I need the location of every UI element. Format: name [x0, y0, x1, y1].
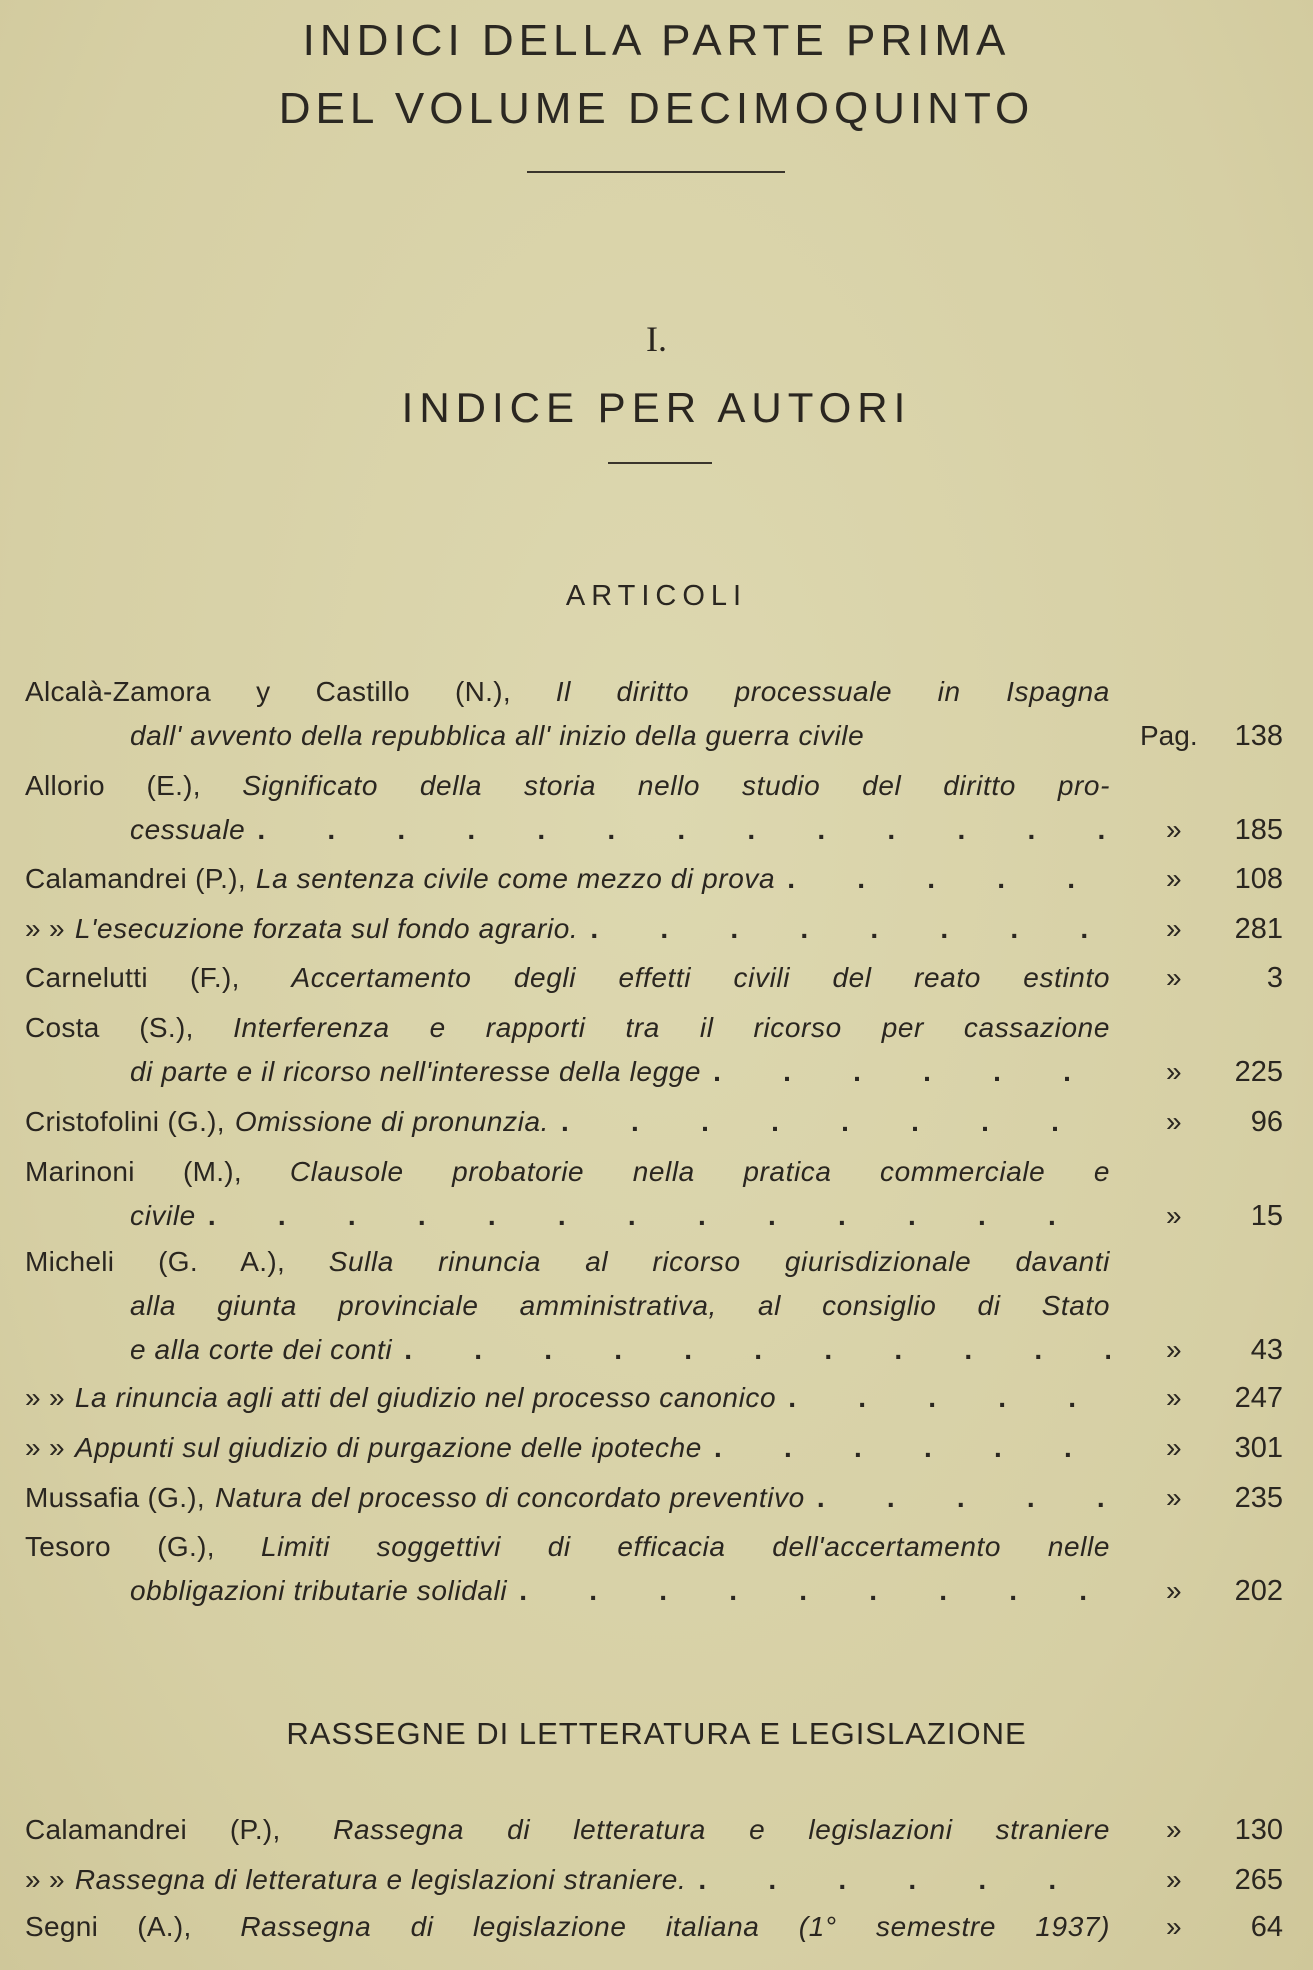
page-number: 64	[1250, 1911, 1283, 1943]
entry-author: Calamandrei (P.),	[25, 863, 246, 894]
entry-author: » »	[25, 1382, 65, 1413]
entry-title: Accertamento degli effetti civili del reato estinto	[291, 962, 1110, 993]
dot-leader	[698, 1858, 1110, 1902]
page-number: 3	[1266, 962, 1283, 994]
dot-leader	[519, 1569, 1110, 1613]
page-marker: »	[1166, 1056, 1182, 1087]
section-title: INDICE PER AUTORI	[401, 384, 912, 431]
page-marker: »	[1166, 1911, 1182, 1942]
entry-line	[25, 857, 1110, 901]
page-marker: »	[1166, 863, 1182, 894]
dot-leader	[561, 1100, 1110, 1144]
articoli-heading: ARTICOLI	[565, 580, 748, 612]
page-number: 225	[1234, 1056, 1283, 1088]
entry-author: Segni (A.),	[25, 1911, 192, 1942]
page-marker: »	[1166, 1334, 1182, 1365]
entry-line	[25, 1150, 1110, 1194]
entry-author: » »	[25, 913, 65, 944]
entry-title: La sentenza civile come mezzo di prova	[255, 863, 776, 894]
entry-title: La rinuncia agli atti del giudizio nel processo canonico	[74, 1382, 777, 1413]
entry-title: civile	[130, 1200, 196, 1231]
entry-line	[25, 1808, 1110, 1852]
page-marker: »	[1166, 1482, 1182, 1513]
index-title-line2: DEL VOLUME DECIMOQUINTO	[278, 84, 1035, 133]
entry-line	[130, 1194, 1110, 1238]
entry-line	[25, 1905, 1110, 1949]
entry-line	[25, 1100, 1110, 1144]
entry-title: Rassegna di legislazione italiana (1° semestre 1937)	[240, 1911, 1110, 1942]
section-divider	[608, 462, 712, 464]
page-marker: »	[1166, 1575, 1182, 1606]
entry-line	[25, 670, 1110, 714]
dot-leader	[787, 857, 1110, 901]
entry-title: Natura del processo di concordato preventivo	[215, 1482, 805, 1513]
page-number: 235	[1234, 1482, 1283, 1514]
dot-leader	[590, 907, 1110, 951]
entry-line	[25, 1376, 1110, 1420]
entry-line	[25, 907, 1110, 951]
section-number: I.	[646, 319, 667, 359]
entry-title: Il diritto processuale in Ispagna	[555, 676, 1110, 707]
entry-author: Micheli (G. A.),	[25, 1246, 286, 1277]
entry-line	[130, 1328, 1110, 1372]
entry-line	[25, 1476, 1110, 1520]
index-title-line1: INDICI DELLA PARTE PRIMA	[302, 16, 1011, 65]
page-number: 15	[1250, 1200, 1283, 1232]
entry-author: Tesoro (G.),	[25, 1531, 215, 1562]
entry-title: Significato della storia nello studio del diritto pro-	[242, 770, 1110, 801]
entry-author: Allorio (E.),	[25, 770, 201, 801]
page-marker: »	[1166, 913, 1182, 944]
entry-title: Limiti soggettivi di efficacia dell'accertamento nelle	[260, 1531, 1110, 1562]
dot-leader	[257, 808, 1110, 852]
entry-author: Calamandrei (P.),	[25, 1814, 281, 1845]
page-number: 43	[1250, 1334, 1283, 1366]
page-number: 301	[1234, 1432, 1283, 1464]
entry-line	[130, 1050, 1110, 1094]
dot-leader	[404, 1328, 1110, 1372]
page-number: 247	[1234, 1382, 1283, 1414]
entry-line	[130, 714, 1110, 758]
entry-author: Alcalà-Zamora y Castillo (N.),	[25, 676, 511, 707]
page-marker: »	[1166, 1200, 1182, 1231]
dot-leader	[817, 1476, 1110, 1520]
entry-line	[25, 1858, 1110, 1902]
entry-line	[130, 1569, 1110, 1613]
entry-author: » »	[25, 1432, 65, 1463]
page-marker: »	[1166, 1382, 1182, 1413]
entry-author: Cristofolini (G.),	[25, 1106, 225, 1137]
entry-title: Interferenza e rapporti tra il ricorso per cassazione	[233, 1012, 1110, 1043]
entry-author: Marinoni (M.),	[25, 1156, 242, 1187]
page-marker: »	[1166, 1864, 1182, 1895]
page-marker: »	[1166, 1432, 1182, 1463]
entry-title: e alla corte dei conti	[130, 1334, 393, 1365]
page-number: 108	[1234, 863, 1283, 895]
dot-leader	[713, 1050, 1110, 1094]
entry-line	[130, 1284, 1110, 1328]
page-number: 265	[1234, 1864, 1283, 1896]
entry-line	[130, 808, 1110, 852]
entry-title: Appunti sul giudizio di purgazione delle ipoteche	[74, 1432, 702, 1463]
page-number: 96	[1250, 1106, 1283, 1138]
entry-line	[25, 1426, 1110, 1470]
page-marker: »	[1166, 814, 1182, 845]
entry-title: dall' avvento della repubblica all' inizio della guerra civile	[130, 720, 865, 751]
entry-title: Rassegna di letteratura e legislazioni straniere	[333, 1814, 1110, 1845]
page-number: 138	[1234, 720, 1283, 752]
page-marker: »	[1166, 962, 1182, 993]
page-number: 130	[1234, 1814, 1283, 1846]
entry-title: Sulla rinuncia al ricorso giurisdizionale davanti	[328, 1246, 1110, 1277]
entry-title: Rassegna di letteratura e legislazioni straniere.	[74, 1864, 687, 1895]
entry-author: Carnelutti (F.),	[25, 962, 240, 993]
entry-title: obbligazioni tributarie solidali	[130, 1575, 508, 1606]
dot-leader	[788, 1376, 1110, 1420]
entry-line	[25, 1006, 1110, 1050]
entry-author: Costa (S.),	[25, 1012, 194, 1043]
page-marker: »	[1166, 1106, 1182, 1137]
entry-line	[25, 764, 1110, 808]
entry-title: L'esecuzione forzata sul fondo agrario.	[74, 913, 579, 944]
dot-leader	[208, 1194, 1110, 1238]
entry-line	[25, 1240, 1110, 1284]
rassegne-heading: RASSEGNE DI LETTERATURA E LEGISLAZIONE	[286, 1716, 1027, 1751]
page-marker: Pag.	[1140, 720, 1198, 751]
entry-title: Omissione di pronunzia.	[234, 1106, 550, 1137]
page-number: 202	[1234, 1575, 1283, 1607]
page-number: 185	[1234, 814, 1283, 846]
entry-title: alla giunta provinciale amministrativa, al consiglio di Stato	[130, 1290, 1110, 1321]
entry-line	[25, 956, 1110, 1000]
entry-author: Mussafia (G.),	[25, 1482, 206, 1513]
entry-title: cessuale	[130, 814, 246, 845]
entry-author: » »	[25, 1864, 65, 1895]
dot-leader	[714, 1426, 1110, 1470]
entry-title: Clausole probatorie nella pratica commerciale e	[289, 1156, 1110, 1187]
title-divider	[527, 171, 785, 173]
entry-line	[25, 1525, 1110, 1569]
entry-title: di parte e il ricorso nell'interesse della legge	[130, 1056, 702, 1087]
page-marker: »	[1166, 1814, 1182, 1845]
page-number: 281	[1234, 913, 1283, 945]
